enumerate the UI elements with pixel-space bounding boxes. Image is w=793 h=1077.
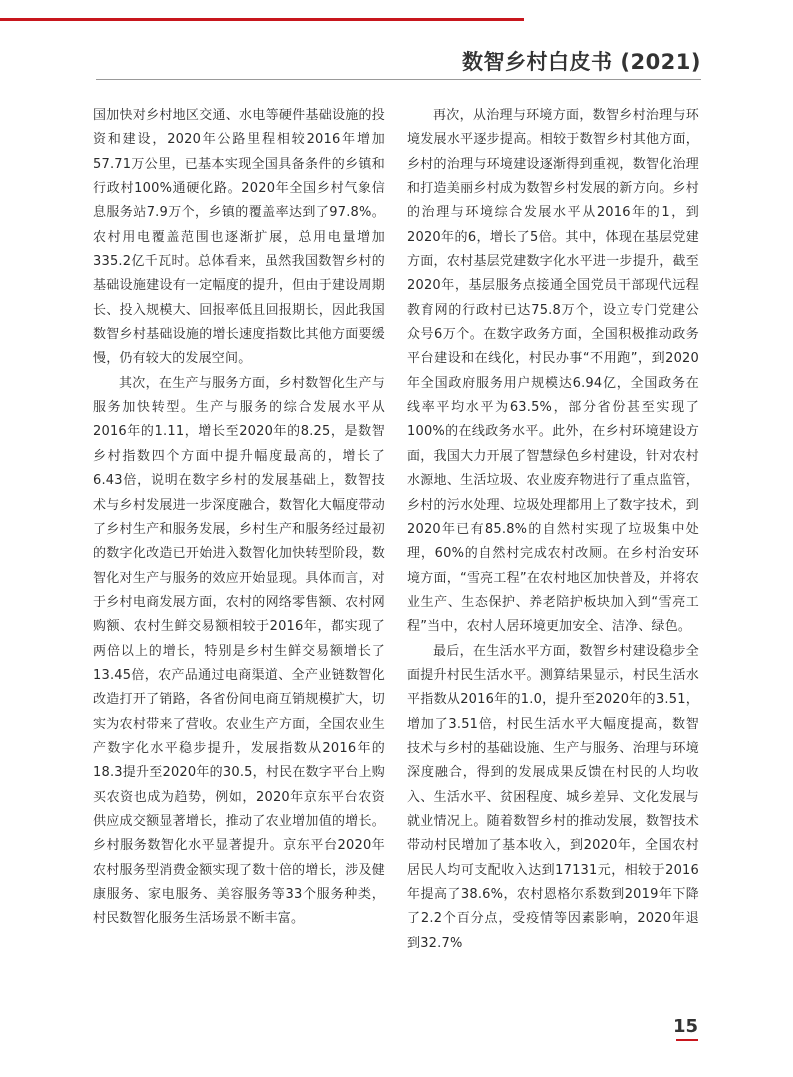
page-number-underline <box>676 1039 698 1041</box>
paragraph-living-standards: 最后，在生活水平方面，数智乡村建设稳步全面提升村民生活水平。测算结果显示，村民生活水平指数从2016年的1.0，提升至2020年的3.51，增加了3.51倍，村民生活水平大幅度提高，数智技术与乡村的基础设施、生产与服务、治理与环境深度融合，得到的发展成果反馈在村民的人均收入、生活水平、贫困程度、城乡差异、文化发展与就业情况上。随着数智乡村的推动发展，数智技术带动村民增加了基本收入，到2020年，全国农村居民人均可支配收入达到17131元，相较于2016年提高了38.6%，农村恩格尔系数到2019年下降了2.2个百分点，受疫情等因素影响，2020年退到32.7% <box>407 643 699 951</box>
left-text-column <box>93 104 385 932</box>
page-number: 15 <box>672 1016 698 1037</box>
right-text-column <box>407 104 699 956</box>
book-title: 数智乡村白皮书 (2021) <box>462 50 701 74</box>
paragraph-infrastructure: 国加快对乡村地区交通、水电等硬件基础设施的投资和建设，2020年公路里程相较2016年增加57.71万公里，已基本实现全国具备条件的乡镇和行政村100%通硬化路。2020年全国乡村气象信息服务站7.9万个，乡镇的覆盖率达到了97.8%。农村用电覆盖范围也逐渐扩展，总用电量增加335.2亿千瓦时。总体看来，虽然我国数智乡村的基础设施建设有一定幅度的提升，但由于建设周期长、投入规模大、回报率低且回报期长，因此我国数智乡村基础设施的增长速度指数比其他方面要缓慢，仍有较大的发展空间。 <box>93 108 385 367</box>
paragraph-governance-environment: 再次，从治理与环境方面，数智乡村治理与环境发展水平逐步提高。相较于数智乡村其他方面，乡村的治理与环境建设逐渐得到重视，数智化治理和打造美丽乡村成为数智乡村发展的新方向。乡村的治理与环境综合发展水平从2016年的1，到2020年的6，增长了5倍。其中，体现在基层党建方面，农村基层党建数字化水平进一步提升，截至2020年，基层服务点接通全国党员干部现代远程教育网的行政村已达75.8万个，设立专门党建公众号6万个。在数字政务方面，全国积极推动政务平台建设和在线化，村民办事“不用跑”，到2020年全国政府服务用户规模达6.94亿，全国政务在线率平均水平为63.5%，部分省份甚至实现了100%的在线政务水平。此外，在乡村环境建设方面，我国大力开展了智慧绿色乡村建设，针对农村水源地、生活垃圾、农业废弃物进行了重点监管，乡村的污水处理、垃圾处理都用上了数字技术，到2020年已有85.8%的自然村实现了垃圾集中处理，60%的自然村完成农村改厕。在乡村治安环境方面，“雪亮工程”在农村地区加快普及，并将农业生产、生态保护、养老陪护板块加入到“雪亮工程”当中，农村人居环境更加安全、洁净、绿色。 <box>407 108 699 635</box>
header-accent-bar <box>0 18 524 21</box>
header-divider <box>96 79 701 80</box>
paragraph-production-services: 其次，在生产与服务方面，乡村数智化生产与服务加快转型。生产与服务的综合发展水平从2016年的1.11，增长至2020年的8.25，是数智乡村指数四个方面中提升幅度最高的，增长了6.43倍，说明在数字乡村的发展基础上，数智技术与乡村发展进一步深度融合，数智化大幅度带动了乡村生产和服务发展，乡村生产和服务经过最初的数字化改造已开始进入数智化加快转型阶段，数智化对生产与服务的效应开始显现。具体而言，对于乡村电商发展方面，农村的网络零售额、农村网购额、农村生鲜交易额相较于2016年，都实现了两倍以上的增长，特别是乡村生鲜交易额增长了13.45倍，农产品通过电商渠道、全产业链数智化改造打开了销路，各省份间电商互销规模扩大，切实为农村带来了营收。农业生产方面，全国农业生产数字化水平稳步提升，发展指数从2016年的18.3提升至2020年的30.5，村民在数字平台上购买农资也成为趋势，例如，2020年京东平台农资供应成交额显著增长，推动了农业增加值的增长。乡村服务数智化水平显著提升。京东平台2020年农村服务型消费金额实现了数十倍的增长，涉及健康服务、家电服务、美容服务等33个服务种类，村民数智化服务生活场景不断丰富。 <box>93 375 385 927</box>
